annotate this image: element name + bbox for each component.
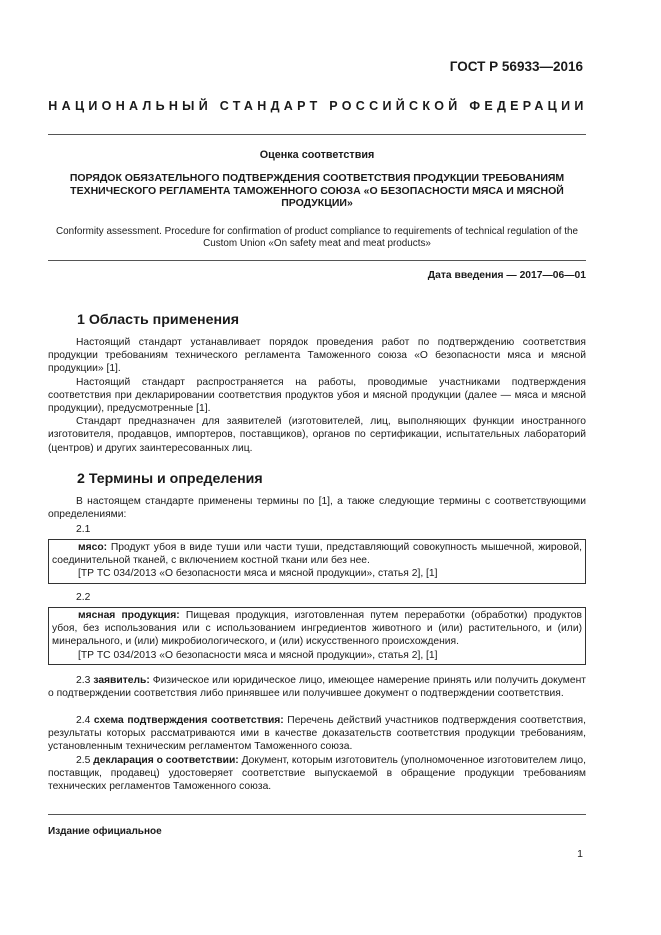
section-2-heading: 2 Термины и определения	[77, 471, 263, 487]
page-number: 1	[577, 848, 583, 860]
term-number: 2.3	[76, 675, 91, 686]
term-source: [ТР ТС 034/2013 «О безопасности мяса и мясной продукции», статья 2], [1]	[78, 649, 438, 661]
term-label: декларация о соответствии:	[93, 755, 239, 766]
term-number: 2.1	[76, 524, 91, 535]
term-scheme	[48, 714, 586, 754]
term-box-meat-product	[48, 607, 586, 665]
term-number: 2.4	[76, 715, 91, 726]
term-label: схема подтверждения соответствия:	[93, 715, 284, 726]
term-source: [ТР ТС 034/2013 «О безопасности мяса и мясной продукции», статья 2], [1]	[78, 568, 438, 580]
paragraph: Стандарт предназначен для заявителей (изготовителей, лиц, выполняющих функции иностранного изготовителя, продавцов, импортеров, поставщиков), органов по сертификации, испытательных лабораторий (центров) и других заинтересованных лиц.	[48, 416, 586, 454]
english-title: Conformity assessment. Procedure for confirmation of product compliance to requirements of technical regulation of the Custom Union «On safety meat and meat products»	[56, 226, 578, 250]
term-label: мясо:	[78, 542, 108, 553]
paragraph: Настоящий стандарт распространяется на работы, проводимые участниками подтверждения соответствия при декларировании соответствия продуктов убоя и мясной продукции (далее — мяса и мясной продукции), предусмотренные [1].	[48, 376, 586, 415]
section-1-heading: 1 Область применения	[77, 312, 240, 328]
title-divider	[48, 260, 586, 261]
term-number: 2.2	[76, 592, 91, 603]
term-definition: Документ, которым изготовитель (уполномоченное изготовителем лицо, поставщик, продавец) удостоверяет соответствие выпускаемой в обращение продукции требованиям технических регламентов Таможенного союза.	[48, 755, 586, 793]
header-divider	[48, 134, 586, 135]
term-definition: Физическое или юридическое лицо, имеющее намерение принять или получить документ о подтверждении соответствия либо принявшее или получившее документ о подтверждении соответствия.	[48, 675, 586, 700]
section-2-intro: В настоящем стандарте применены термины по [1], а также следующие термины с соответствующими определениями:	[48, 496, 586, 521]
term-definition: Пищевая продукция, изготовленная путем переработки (обработки) продуктов убоя, без использования или с использованием ингредиентов животного и (или) растительного, и (или) минерального, и (или) микробиологического, и (или) искусственного происхождения.	[52, 610, 582, 648]
term-definition: Продукт убоя в виде туши или части туши, представляющий совокупность мышечной, жировой, соединительной тканей, с включением костной ткани или без нее.	[52, 542, 582, 567]
national-standard-title: НАЦИОНАЛЬНЫЙ СТАНДАРТ РОССИЙСКОЙ ФЕДЕРАЦИИ	[48, 99, 588, 113]
document-code: ГОСТ Р 56933—2016	[449, 59, 583, 74]
term-declaration	[48, 754, 586, 794]
term-label: мясная продукция:	[78, 610, 180, 621]
term-label: заявитель:	[93, 675, 150, 686]
paragraph: Настоящий стандарт устанавливает порядок проведения работ по подтверждению соответствия продукции требованиям технического регламента Таможенного союза «О безопасности мяса и мясной продукции» [1].	[48, 337, 586, 375]
standard-title: ПОРЯДОК ОБЯЗАТЕЛЬНОГО ПОДТВЕРЖДЕНИЯ СООТВЕТСТВИЯ ПРОДУКЦИИ ТРЕБОВАНИЯМ ТЕХНИЧЕСКОГО РЕГЛАМЕНТА ТАМОЖЕННОГО СОЮЗА «О БЕЗОПАСНОСТИ МЯСА И МЯСНОЙ ПРОДУКЦИИ»	[69, 172, 565, 210]
official-edition: Издание официальное	[48, 826, 162, 837]
category-title: Оценка соответствия	[259, 149, 375, 161]
term-box-meat	[48, 539, 586, 584]
term-definition: Перечень действий участников подтверждения соответствия, результаты которых рассматриваются ими в качестве доказательств соответствия продукции требованиям, установленным техническим регламентом Таможенного союза.	[48, 715, 586, 753]
effective-date: Дата введения — 2017—06—01	[427, 270, 586, 281]
section-1-body	[48, 336, 586, 455]
footer-divider	[48, 814, 586, 815]
term-number: 2.5	[76, 755, 91, 766]
term-applicant	[48, 674, 586, 700]
